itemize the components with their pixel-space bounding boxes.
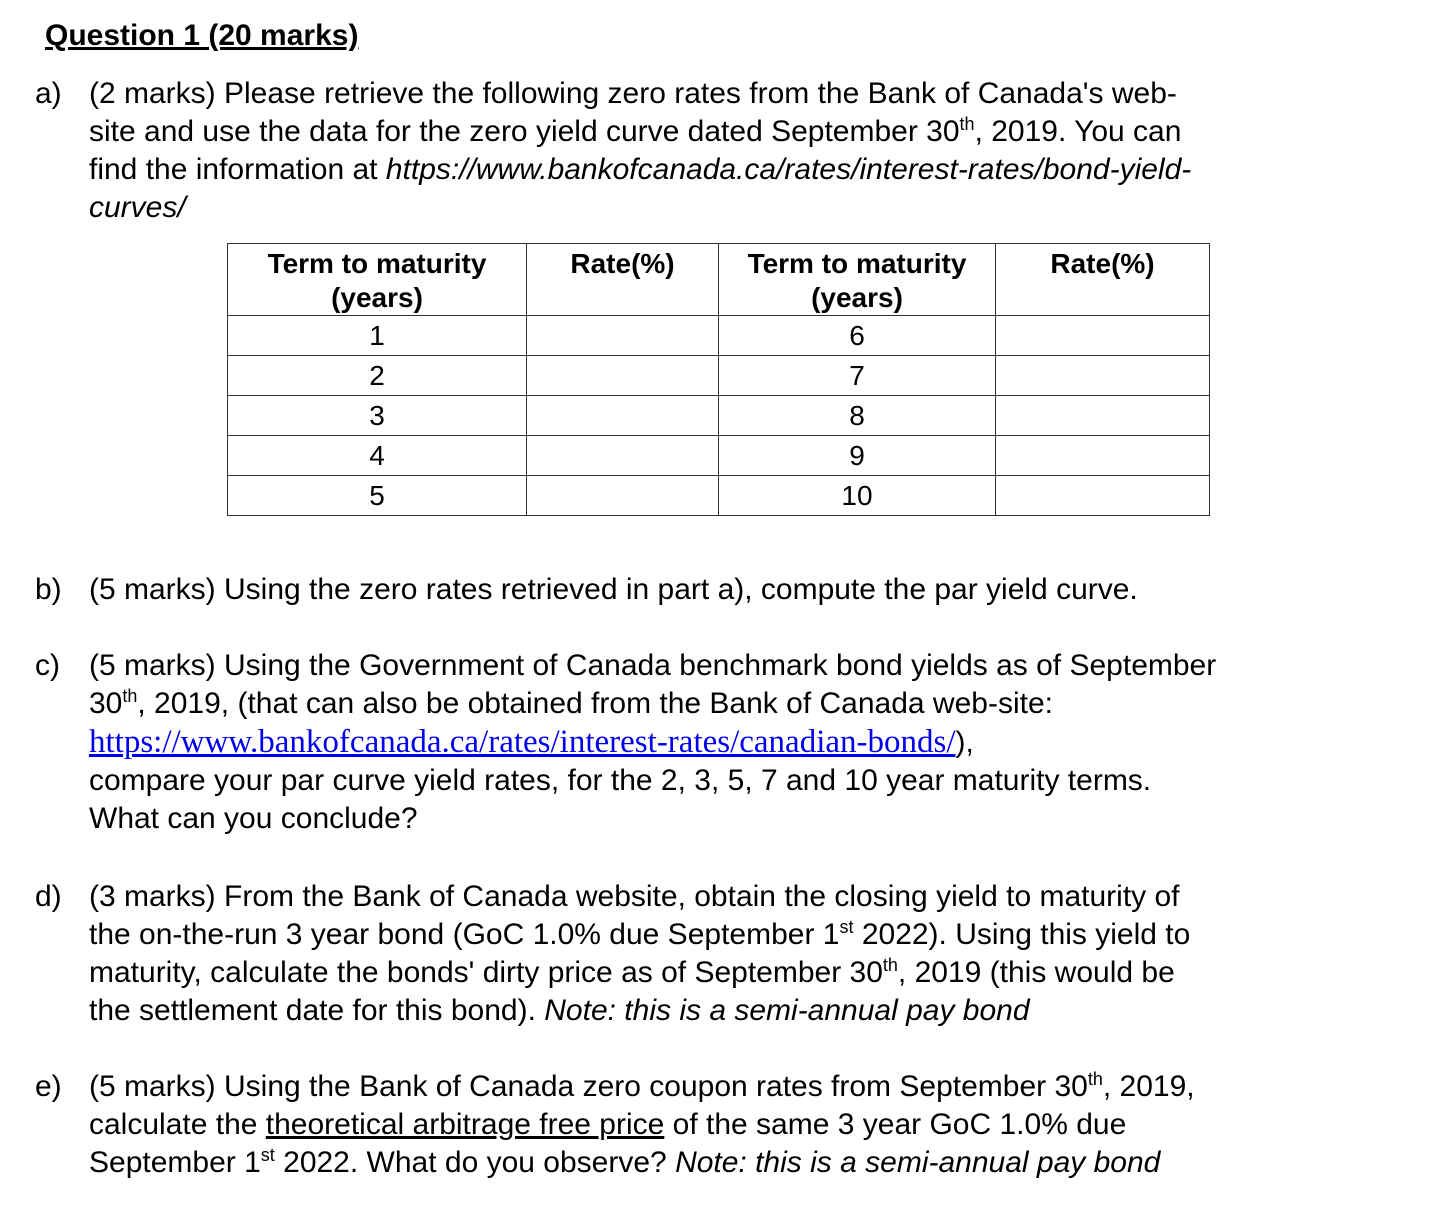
question-title: Question 1 (20 marks)	[45, 19, 359, 52]
part-a-letter: a)	[35, 77, 62, 110]
term-cell: 6	[719, 316, 996, 356]
header-term-2: Term to maturity (years)	[719, 244, 996, 316]
part-a-line-2: site and use the data for the zero yield curve dated September 30th, 2019. You can	[89, 114, 1182, 148]
term-cell: 4	[228, 436, 527, 476]
header-rate-1: Rate(%)	[527, 244, 719, 316]
part-b	[35, 571, 1430, 609]
term-cell: 3	[228, 396, 527, 436]
part-c-line-3: https://www.bankofcanada.ca/rates/interest-rates/canadian-bonds/),	[89, 724, 974, 760]
part-a-line-4: curves/	[89, 191, 186, 224]
part-d-letter: d)	[35, 880, 62, 913]
part-d-note: Note: this is a semi-annual pay bond	[544, 994, 1030, 1027]
part-d-line-4: the settlement date for this bond). Note: this is a semi-annual pay bond	[89, 994, 1030, 1027]
rate-cell[interactable]	[996, 436, 1210, 476]
rate-cell[interactable]	[996, 476, 1210, 516]
term-cell: 2	[228, 356, 527, 396]
rate-cell[interactable]	[527, 436, 719, 476]
part-e-line-2: calculate the theoretical arbitrage free price of the same 3 year GoC 1.0% due	[89, 1108, 1127, 1141]
term-cell: 9	[719, 436, 996, 476]
part-c-line-5: What can you conclude?	[89, 802, 418, 835]
part-e-note: Note: this is a semi-annual pay bond	[675, 1146, 1161, 1179]
part-d-line-2: the on-the-run 3 year bond (GoC 1.0% due September 1st 2022). Using this yield to	[89, 917, 1191, 951]
term-cell: 5	[228, 476, 527, 516]
rate-cell[interactable]	[996, 316, 1210, 356]
part-c-line-4: compare your par curve yield rates, for the 2, 3, 5, 7 and 10 year maturity terms.	[89, 764, 1152, 797]
table-header-row	[228, 244, 1210, 316]
part-b-letter: b)	[35, 573, 62, 606]
rate-cell[interactable]	[527, 476, 719, 516]
part-a	[35, 75, 1430, 227]
part-d-line-3: maturity, calculate the bonds' dirty price as of September 30th, 2019 (this would be	[89, 955, 1175, 989]
header-term-1: Term to maturity (years)	[228, 244, 527, 316]
part-c-line-1: (5 marks) Using the Government of Canada benchmark bond yields as of September	[89, 649, 1217, 682]
part-e-line-1: (5 marks) Using the Bank of Canada zero coupon rates from September 30th, 2019,	[89, 1069, 1195, 1103]
table-row	[228, 396, 1210, 436]
term-cell: 7	[719, 356, 996, 396]
part-e	[35, 1068, 1430, 1182]
rate-cell[interactable]	[527, 316, 719, 356]
term-cell: 8	[719, 396, 996, 436]
part-a-line-1: (2 marks) Please retrieve the following zero rates from the Bank of Canada's web-	[89, 77, 1177, 110]
part-c-line-2: 30th, 2019, (that can also be obtained from the Bank of Canada web-site:	[89, 686, 1053, 720]
zero-rates-table	[227, 243, 1210, 516]
part-e-line-3: September 1st 2022. What do you observe? Note: this is a semi-annual pay bond	[89, 1145, 1161, 1179]
rate-cell[interactable]	[527, 356, 719, 396]
part-b-line-1: (5 marks) Using the zero rates retrieved in part a), compute the par yield curve.	[89, 573, 1138, 606]
rate-cell[interactable]	[527, 396, 719, 436]
part-c-letter: c)	[35, 649, 60, 682]
part-c	[35, 647, 1430, 838]
table-row	[228, 436, 1210, 476]
canadian-bonds-link[interactable]: https://www.bankofcanada.ca/rates/interest-rates/canadian-bonds/	[89, 724, 956, 760]
term-cell: 10	[719, 476, 996, 516]
arbitrage-free-price-phrase: theoretical arbitrage free price	[265, 1108, 665, 1141]
bond-yield-curves-url: https://www.bankofcanada.ca/rates/interest-rates/bond-yield-	[385, 153, 1192, 186]
table-row	[228, 476, 1210, 516]
part-a-line-3: find the information at https://www.bankofcanada.ca/rates/interest-rates/bond-yield-	[89, 153, 1192, 186]
part-d-line-1: (3 marks) From the Bank of Canada website, obtain the closing yield to maturity of	[89, 880, 1180, 913]
table-row	[228, 356, 1210, 396]
table-row	[228, 316, 1210, 356]
part-d	[35, 878, 1430, 1030]
rate-cell[interactable]	[996, 356, 1210, 396]
header-rate-2: Rate(%)	[996, 244, 1210, 316]
part-e-letter: e)	[35, 1070, 62, 1103]
rate-cell[interactable]	[996, 396, 1210, 436]
term-cell: 1	[228, 316, 527, 356]
